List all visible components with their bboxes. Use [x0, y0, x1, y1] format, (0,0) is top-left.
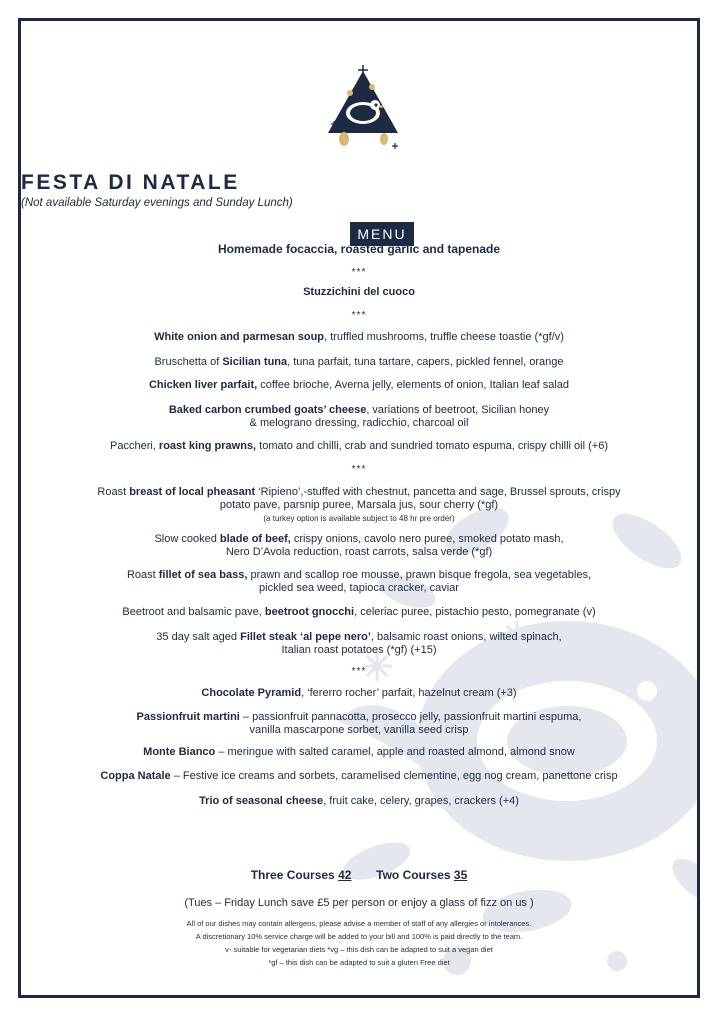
menu-item-steak: 35 day salt aged Fillet steak ‘al pepe nero’, balsamic roast onions, wilted spinach, Italian roast potatoes (*gf) (+15) — [156, 631, 562, 656]
course-separator: *** — [351, 310, 367, 321]
menu-item-gnocchi: Beetroot and balsamic pave, beetroot gnocchi, celeriac puree, pistachio pesto, pomegranate (v) — [122, 606, 596, 618]
menu-frame — [18, 18, 700, 998]
service-charge-note: A discretionary 10% service charge will be added to your bill and 100% is paid directly to the team. — [195, 932, 523, 941]
menu-item-beef: Slow cooked blade of beef, crispy onions, cavolo nero puree, smoked potato mash, Nero D’Avola reduction, roast carrots, salsa verde (*gf) — [154, 533, 564, 558]
two-courses-price: 35 — [453, 868, 468, 882]
menu-item-soup: White onion and parmesan soup, truffled mushrooms, truffle cheese toastie (*gf/v) — [154, 331, 564, 343]
menu-item-cheese: Trio of seasonal cheese, fruit cake, celery, grapes, crackers (+4) — [199, 795, 519, 807]
menu-item-sea-bass: Roast fillet of sea bass, prawn and scallop roe mousse, prawn bisque fregola, sea vegetables, pickled sea weed, tapioca cracker, caviar — [126, 569, 592, 594]
menu-item-prawns: Paccheri, roast king prawns, tomato and chilli, crab and sundried tomato espuma, crispy chilli oil (+6) — [110, 440, 608, 452]
menu-item-liver-parfait: Chicken liver parfait, coffee brioche, Averna jelly, elements of onion, Italian leaf salad — [148, 379, 570, 391]
course-separator: *** — [351, 267, 367, 278]
festive-bird-tree-logo — [320, 63, 406, 149]
gluten-free-key: *gf – this dish can be adapted to suit a gluten Free diet — [268, 958, 450, 967]
allergen-note: All of our dishes may contain allergens, please advise a member of staff of any allergies or intolerances. — [186, 919, 532, 928]
menu-item-monte-bianco: Monte Bianco – meringue with salted caramel, apple and roasted almond, almond snow — [143, 746, 575, 758]
course-pricing — [21, 868, 697, 882]
three-courses-price: 42 — [338, 868, 352, 882]
menu-title: FESTA DI NATALE — [21, 171, 240, 194]
two-courses-label: Two Courses — [376, 868, 454, 882]
menu-item-tuna: Bruschetta of Sicilian tuna, tuna parfait, tuna tartare, capers, pickled fennel, orange — [154, 356, 564, 368]
bread-course: Homemade focaccia, roasted garlic and tapenade — [217, 242, 501, 256]
stuzzichini-course: Stuzzichini del cuoco — [303, 286, 415, 298]
course-separator: *** — [351, 666, 367, 677]
three-courses-label: Three Courses — [250, 868, 339, 882]
course-separator: *** — [351, 464, 367, 475]
menu-item-goats-cheese: Baked carbon crumbed goats’ cheese, variations of beetroot, Sicilian honey & melograno dressing, radicchio, charcoal oil — [168, 404, 550, 429]
lunch-offer: (Tues – Friday Lunch save £5 per person or enjoy a glass of fizz on us ) — [184, 897, 534, 909]
menu-item-pheasant: Roast breast of local pheasant ‘Ripieno’,-stuffed with chestnut, pancetta and sage, Brussel sprouts, crispy potato pave, parsnip puree, Marsala jus, sour cherry (*gf) (a turkey option is available subject to 48 hr pre order) — [97, 486, 621, 523]
vegetarian-key: v- suitable for vegetarian diets *vg – this dish can be adapted to suit a vegan diet — [225, 945, 493, 954]
menu-badge: MENU — [350, 222, 414, 246]
menu-item-passionfruit: Passionfruit martini – passionfruit pannacotta, prosecco jelly, passionfruit martini espuma, vanilla mascarpone sorbet, vanilla seed crisp — [136, 711, 582, 736]
menu-item-coppa-natale: Coppa Natale – Festive ice creams and sorbets, caramelised clementine, egg nog cream, panettone crisp — [100, 770, 618, 782]
availability-note: (Not available Saturday evenings and Sunday Lunch) — [21, 197, 293, 209]
menu-item-chocolate-pyramid: Chocolate Pyramid, ‘fererro rocher’ parfait, hazelnut cream (+3) — [201, 687, 517, 699]
